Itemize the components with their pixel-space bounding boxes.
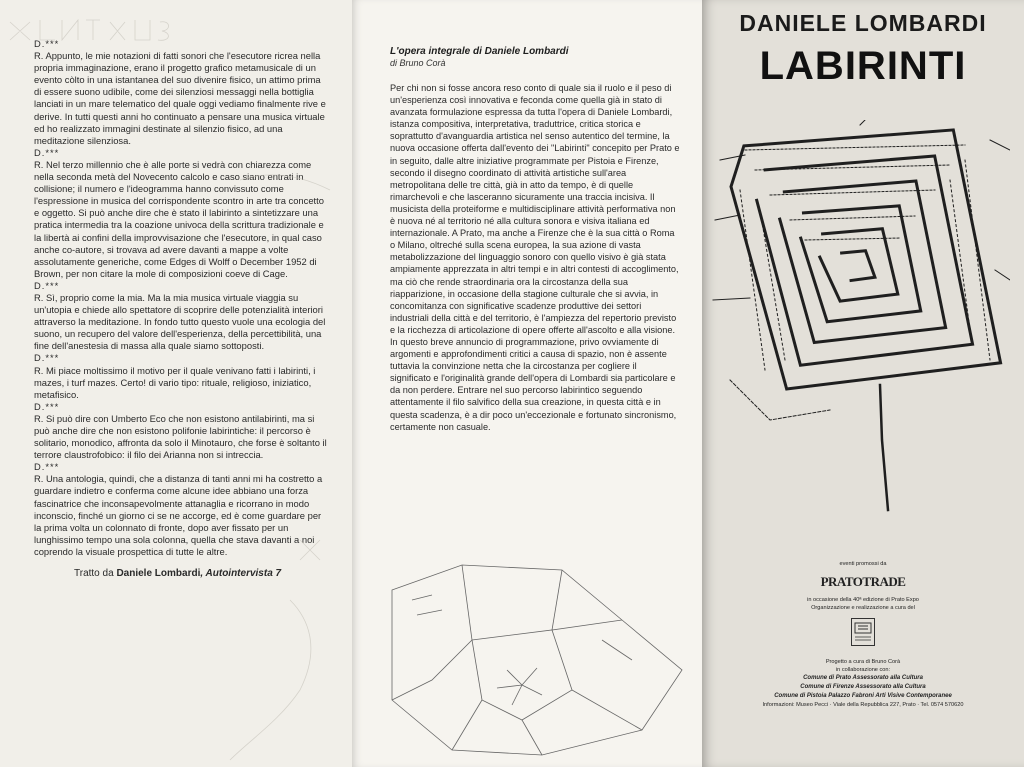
answer-paragraph: R. Mi piace moltissimo il motivo per il quale venivano fatti i labirinti, i mazes, i turf mazes. Certo! di vario tipo: rituale, religioso, iniziatico, metafisico.	[34, 364, 316, 400]
project-curator: Progetto a cura di Bruno Corà	[825, 659, 901, 665]
question-marker: D.***	[34, 146, 60, 158]
answer-paragraph: R. Nel terzo millennio che è alle porte si vedrà con chiarezza come nella seconda metà del Novecento calcolo e caso siano entrati in collisione; il numero e l'ideogramma hanno convissuto come l'espressione in musica del corrispondente scontro in arte tra concetto e oggetto. Si può anche dire che è stato il labirinto a sintetizzare una pratica intermedia tra la coazione univoca della scrittura tradizionale e la libertà ai confini della improvvisazione che l'esecutore, in qual caso anche co-autore, si trovava ad avere davanti a mappe a volte assolutamente generiche, come Edges di Wolff o December 1952 di Brown, per non citare la mole di composizioni coeve di Cage.	[34, 158, 324, 279]
question-marker: D.***	[34, 352, 60, 364]
cover-author: DANIELE LOMBARDI	[739, 10, 987, 36]
interview-text	[34, 38, 330, 558]
sponsor-logo: PRATOTRADE	[820, 574, 906, 589]
question-marker: D.***	[34, 461, 60, 473]
attribution	[34, 568, 330, 580]
collaboration-label: in collaborazione con:	[835, 667, 891, 673]
promoted-by-label: eventi promossi da	[839, 561, 887, 567]
essay-paragraph: In questo breve annuncio di programmazione, privo ovviamente di argomenti e approfondimenti critici a causa di spazio, non è assente tuttavia la convinzione netta che la circostanza per cogliere il significato e l'originalità grande dell'opera di Lombardi sia particolare e da non perdere. Entrare nel suo percorso labirintico seguendo attentamente il filo salvifico della sua creazione, in questa città e in questa scadenza, è a dir poco un'eccezionale e fortunato sincronismo, certamente non casuale.	[390, 336, 677, 432]
question-marker: D.***	[34, 400, 60, 412]
essay-paragraph: Per chi non si fosse ancora reso conto di quale sia il ruolo e il peso di un'esperienza così innovativa e feconda come quella già in stato di avanzata formulazione espressa da tutta l'opera di Daniele Lombardi, istanza compositiva, interpretativa, traduttrice, critica storica e soprattutto d'avanguardia artistica nel senso autentico del termine, la nuova occasione offerta dall'evento dei "Labirinti" concepito per Prato e in seguito, dalle altre iniziative programmate per Pistoia e Firenze, secondo il disegno coordinato di attività artistiche sull'area metropolitana delle tre città, già in atto da tempo, è di quelle rimarchevoli e che lasceranno sicuramente una traccia incisiva. Il musicista della proteiforme e multidisciplinare attività performativa non è nuova né al territorio né alla cultura sonora e visiva italiana ed internazionale. A Prato, ma anche a Firenze che è la sua città o Roma o Milano, oltreché sulla scena europea, la sua azione di vasta metabolizzazione del linguaggio sonoro con quello visivo è già stata ampiamente apprezzata in altri tempi e in altri contesti di accoglimento, ma ciò che rende straordinaria ora la circostanza della sua riapparizione, in occasione della stagione culturale che si avvia, in concomitanza con significative scadenze produttive dei settori industriali della città e del territorio, è l'ampiezza del repertorio previsto e la ricchezza di articolazione di opere offerte all'ascolto e alla visione.	[390, 83, 680, 335]
labyrinth-sketch-icon	[372, 560, 692, 760]
essay-text	[390, 82, 680, 433]
question-marker: D.***	[34, 279, 60, 291]
essay-byline: di Bruno Corà	[390, 58, 446, 68]
answer-paragraph: R. Una antologia, quindi, che a distanza di tanti anni mi ha costretto a guardare indietro e conferma come alcune idee abbiano una forza fascinatrice che inconsapevolmente attanaglia e ricorrano in modo inconscio, finché un giorno ci se ne accorge, ed è come guardare per la prima volta un colonnato di fronte, dopo aver fissato per un lunghissimo tempo una sola colonna, quella che stava davanti a noi coprendo la visuale prospettica di tutte le altre.	[34, 473, 323, 557]
partner-pistoia: Comune di Pistoia Palazzo Fabroni Arti Visive Contemporanee	[774, 693, 952, 699]
attribution-prefix: Tratto da	[74, 568, 117, 580]
answer-paragraph: R. Sì, proprio come la mia. Ma la mia musica virtuale viaggia su un'utopia e chiede allo spettatore di scoprire delle potenzialità interiori attraverso la meditazione. In fondo tutto questo vuole una ecologia del suono, un recupero del valore dell'esperienza, della percettibilità, una fine dell'anestesia di massa alla quale siamo sottoposti.	[34, 291, 326, 352]
museum-logo-icon	[851, 618, 875, 646]
attribution-author: Daniele Lombardi	[116, 568, 201, 580]
essay-title: L'opera integrale di Daniele Lombardi	[390, 46, 569, 57]
organization-line: Organizzazione e realizzazione a cura del	[811, 605, 915, 611]
info-line: Informazioni: Museo Pecci · Viale della Repubblica 227, Prato · Tel. 0574 570620	[762, 702, 964, 708]
left-panel-interview	[0, 0, 352, 767]
answer-paragraph: R. Si può dire con Umberto Eco che non esistono antilabirinti, ma si può anche dire che non esistono polifonie labirintiche: il percorso è solitario, monodico, affronta da solo il Minotauro, che forse è soltanto il terrore claustrofobico: il filo dei Arianna non si intreccia.	[34, 412, 327, 461]
partner-prato: Comune di Prato Assessorato alla Cultura	[803, 675, 923, 681]
answer-paragraph: R. Appunto, le mie notazioni di fatti sonori che l'esecutore ricrea nella propria immaginazione, erano il progetto grafico metamusicale di un evento còlto in una istantanea del suo divenire fisico, un attimo prima di essere suono udibile, come dei silenziosi messaggi nella bottiglia lanciati in un mare telematico del quale oggi vediamo finalmente rive e derive. In tutti questi anni ho continuato a pensare una musica virtuale ed ho realizzato immagini destinate al silenzio fisico, ad una meditazione silenziosa.	[34, 50, 326, 146]
question-marker: D.***	[34, 38, 60, 49]
attribution-work: , Autointervista 7	[200, 568, 282, 580]
right-panel-cover	[702, 0, 1024, 767]
occasion-line: in occasione della 40ª edizione di Prato Expo	[807, 597, 919, 603]
cover-credits	[702, 560, 1024, 709]
partner-firenze: Comune di Firenze Assessorato alla Cultura	[800, 684, 926, 690]
labyrinth-maze-icon	[710, 120, 1010, 540]
cover-title: LABIRINTI	[759, 44, 967, 88]
